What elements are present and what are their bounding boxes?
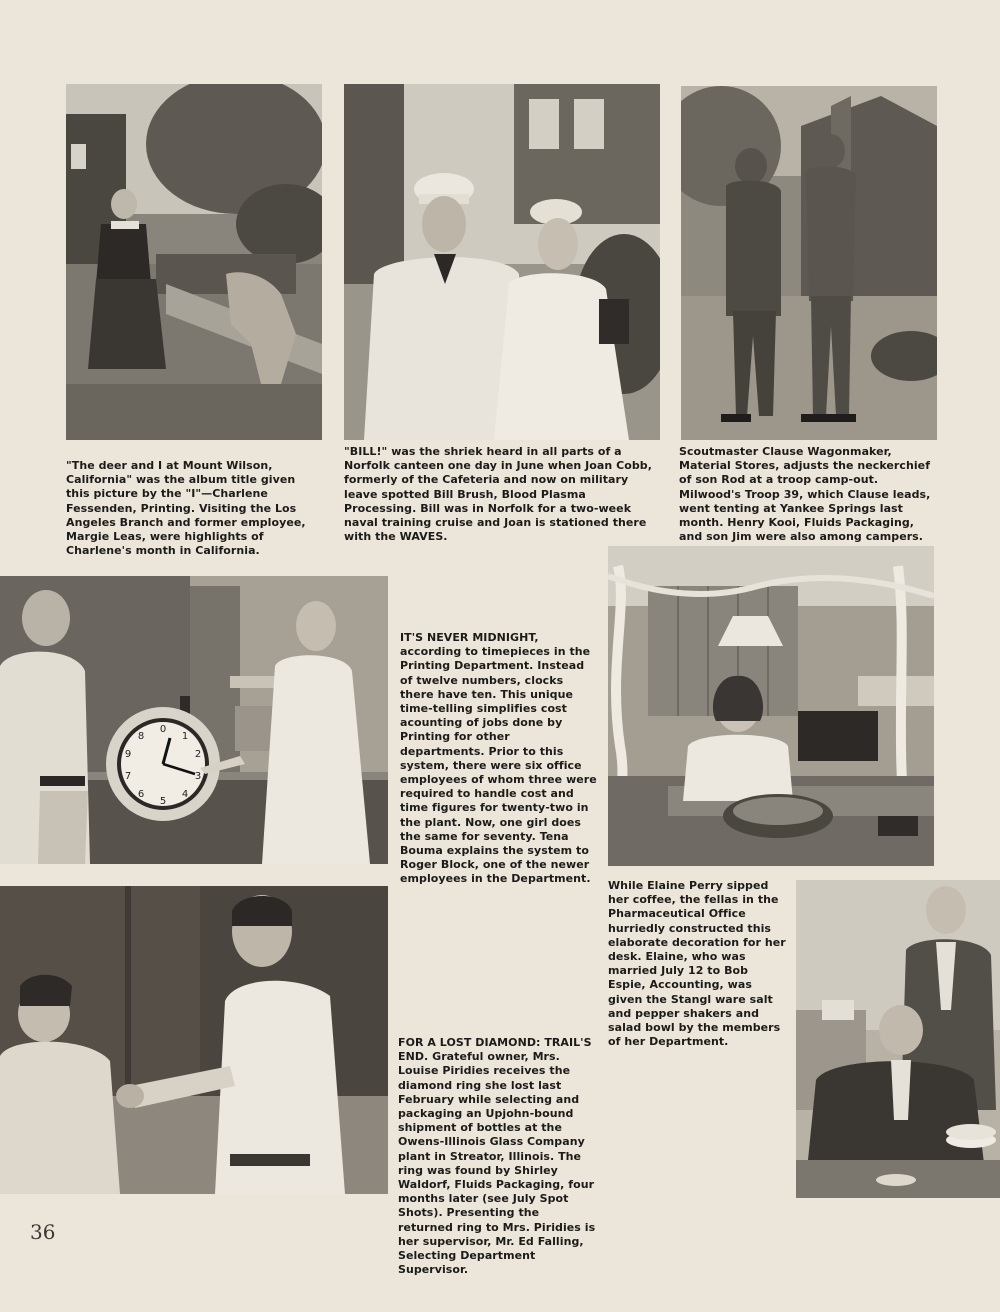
caption-diamond bbox=[398, 1036, 596, 1277]
photo-printing-clock bbox=[0, 576, 388, 864]
caption-midnight bbox=[400, 631, 597, 887]
clock-number: 7 bbox=[124, 771, 132, 782]
clock-number: 9 bbox=[124, 749, 132, 760]
clock-number: 4 bbox=[181, 789, 189, 800]
clock-number: 0 bbox=[159, 724, 167, 735]
clock-number: 5 bbox=[159, 796, 167, 807]
page-number: 36 bbox=[30, 1220, 56, 1244]
clock-number: 3 bbox=[194, 771, 202, 782]
clock-number: 2 bbox=[194, 749, 202, 760]
photo-lost-diamond bbox=[0, 886, 388, 1194]
photo-deer-mount-wilson bbox=[66, 84, 322, 440]
caption-bill: "BILL!" was the shriek heard in all parts of a Norfolk canteen one day in June when Joan Cobb, formerly of the Cafeteria and now on military leave spotted Bill Brush, Blood Plasma Processing. Bill was in Norfolk for a two-week naval training cruise and Joan is stationed there with the WAVES. bbox=[344, 445, 652, 544]
caption-diamond-body: Grateful owner, Mrs. Louise Piridies receives the diamond ring she lost last February while selecting and packaging an Upjohn-bound shipment of bottles at the Owens-Illinois Glass Company plant in Streator, Illinois. The ring was found by Shirley Waldorf, Fluids Packaging, four months later (see July Spot Shots). Presenting the returned ring to Mrs. Piridies is her supervisor, Mr. Ed Falling, Selecting Department Supervisor. bbox=[398, 1050, 596, 1277]
photo-two-men-table bbox=[796, 880, 1000, 1198]
caption-scoutmaster: Scoutmaster Clause Wagonmaker, Material Stores, adjusts the neckerchief of son Rod at a troop camp-out. Milwood's Troop 39, which Clause leads, went tenting at Yankee Springs last month. Henry Kooi, Fluids Packaging, and son Jim were also among campers. bbox=[679, 445, 931, 544]
caption-midnight-lead: IT'S NEVER MIDNIGHT, bbox=[400, 631, 539, 644]
clock-number: 1 bbox=[181, 731, 189, 742]
photo-elaine-desk bbox=[608, 546, 934, 866]
caption-diamond-lead: FOR A LOST DIAMOND: TRAIL'S END. bbox=[398, 1036, 592, 1064]
photo-scoutmaster bbox=[681, 86, 937, 440]
clock-number: 8 bbox=[137, 731, 145, 742]
caption-elaine: While Elaine Perry sipped her coffee, the fellas in the Pharmaceutical Office hurriedly constructed this elaborate decoration for her desk. Elaine, who was married July 12 to Bob Espie, Accounting, was given the Stangl ware salt and pepper shakers and salad bowl by the members of her Department. bbox=[608, 879, 786, 1049]
caption-deer: "The deer and I at Mount Wilson, California" was the album title given this picture by the "I"—Charlene Fessenden, Printing. Visiting the Los Angeles Branch and former employee, Margie Leas, were highlights of Charlene's month in California. bbox=[66, 459, 306, 558]
clock-number: 6 bbox=[137, 789, 145, 800]
caption-midnight-body: according to timepieces in the Printing Department. Instead of twelve numbers, clocks there have ten. This unique time-telling simplifies cost acounting of jobs done by Printing for other departments. Prior to this system, there were six office employees of whom three were required to handle cost and time figures for twenty-two in the plant. Now, one girl does the same for seventy. Tena Bouma explains the system to Roger Block, one of the newer employees in the Department. bbox=[400, 645, 597, 886]
photo-bill-and-joan bbox=[344, 84, 660, 440]
